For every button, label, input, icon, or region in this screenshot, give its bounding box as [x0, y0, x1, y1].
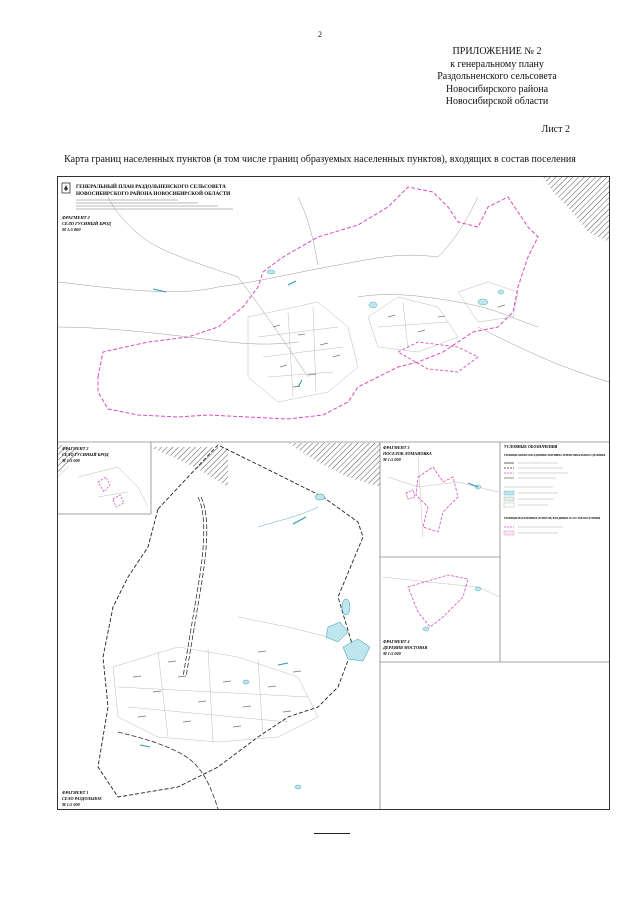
map-header	[62, 182, 233, 209]
map-title: Карта границ населенных пунктов (в том числе границ образуемых населенных пунктов), входящих в состав поселения	[64, 154, 576, 165]
fragment-label	[382, 445, 432, 462]
svg-text:ПОСЕЛОК ЛОМАНОВКА: ПОСЕЛОК ЛОМАНОВКА	[383, 451, 432, 456]
svg-text:СЕЛО ГУСИНЫЙ БРОД: СЕЛО ГУСИНЫЙ БРОД	[62, 452, 109, 457]
appendix-line: ПРИЛОЖЕНИЕ № 2	[452, 46, 542, 57]
settlement-boundary-f2-small	[98, 477, 110, 492]
svg-text:ФРАГМЕНТ 4: ФРАГМЕНТ 4	[383, 639, 410, 644]
svg-text:ДЕРЕВНЯ МОСТОВАЯ: ДЕРЕВНЯ МОСТОВАЯ	[383, 645, 428, 650]
svg-text:М 1:5 000: М 1:5 000	[62, 458, 80, 463]
settlement-boundary-f3	[416, 467, 458, 532]
svg-text:СЕЛО ГУСИНЫЙ БРОД: СЕЛО ГУСИНЫЙ БРОД	[62, 221, 111, 226]
village-streets	[248, 282, 518, 402]
legend-section-2: ГРАНИЦЫ НАСЕЛЕННЫХ ПУНКТОВ, ВХОДЯЩИХ В СОСТАВ ПОСЕЛЕНИЯ	[504, 517, 601, 520]
page-number: 2	[318, 30, 322, 39]
appendix-line: Новосибирского района	[445, 83, 549, 95]
hatched-area	[543, 177, 609, 242]
street-network	[58, 197, 609, 382]
svg-text:М 1:5 000: М 1:5 000	[62, 227, 81, 232]
map-header-title-2: НОВОСИБИРСКОГО РАЙОНА НОВОСИБИРСКОЙ ОБЛАСТИ	[76, 191, 231, 197]
svg-text:ФРАГМЕНТ 2: ФРАГМЕНТ 2	[62, 215, 90, 220]
settlement-boundary-f2	[98, 187, 538, 419]
hatched-area	[288, 443, 380, 487]
map-frame	[57, 176, 610, 810]
fragment-label	[61, 215, 112, 232]
appendix-line: Раздольненского сельсовета	[437, 71, 557, 83]
legend-section-1: ГРАНИЦЫ ОБЪЕКТОВ АДМИНИСТРАТИВНО-ТЕРРИТОРИАЛЬНОГО ДЕЛЕНИЯ	[504, 454, 606, 457]
fragment-label	[61, 446, 109, 463]
appendix-line: Новосибирской области	[445, 96, 549, 108]
map-header-title-1: ГЕНЕРАЛЬНЫЙ ПЛАН РАЗДОЛЬНЕНСКОГО СЕЛЬСОВЕТА	[76, 184, 226, 190]
river-marks	[153, 281, 302, 387]
hatched-area	[150, 447, 228, 487]
map-canvas	[58, 177, 609, 809]
footer-divider	[314, 833, 350, 834]
fragment-label	[382, 639, 428, 656]
svg-text:М 1:5 000: М 1:5 000	[62, 802, 80, 807]
svg-text:ФРАГМЕНТ 1: ФРАГМЕНТ 1	[62, 790, 89, 795]
svg-text:ФРАГМЕНТ 3: ФРАГМЕНТ 3	[383, 445, 410, 450]
legend-title: УСЛОВНЫЕ ОБОЗНАЧЕНИЯ	[504, 445, 558, 449]
svg-text:М 1:5 000: М 1:5 000	[383, 457, 401, 462]
water-bodies	[267, 270, 504, 308]
village-streets	[113, 617, 328, 742]
appendix-line: к генеральному плану	[450, 58, 544, 70]
river-marks	[140, 517, 306, 747]
settlement-boundary-f2b	[398, 342, 478, 372]
appendix-block	[387, 46, 607, 109]
svg-text:ФРАГМЕНТ 2: ФРАГМЕНТ 2	[62, 446, 89, 451]
svg-text:СЕЛО РАЗДОЛЬНОЕ: СЕЛО РАЗДОЛЬНОЕ	[62, 796, 102, 801]
sheet-number: Лист 2	[541, 124, 570, 135]
svg-text:М 1:5 000: М 1:5 000	[383, 651, 401, 656]
legend	[504, 445, 605, 535]
fragment-label	[61, 790, 102, 807]
